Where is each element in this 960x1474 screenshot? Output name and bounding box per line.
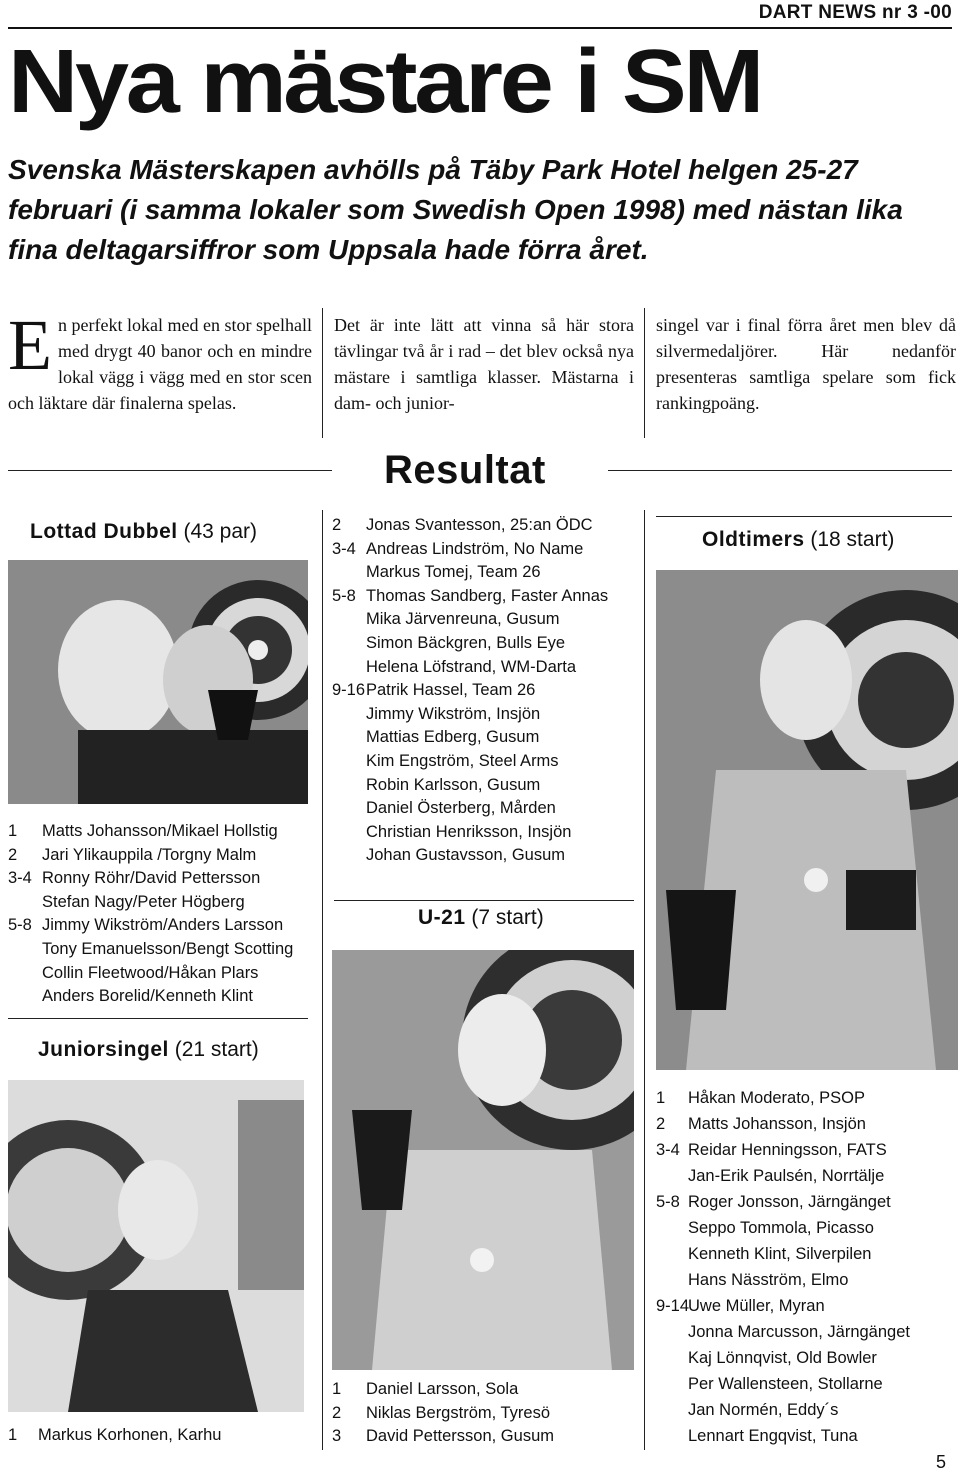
result-row: Jan Normén, Eddy´s xyxy=(688,1401,839,1419)
oldtimers-count: (18 start) xyxy=(810,528,895,551)
section-divider xyxy=(656,516,952,517)
column-divider xyxy=(322,510,323,1450)
result-row: 3-4 Andreas Lindström, No Name xyxy=(332,539,584,558)
section-divider xyxy=(8,1018,308,1019)
result-row: Kim Engström, Steel Arms xyxy=(366,751,559,770)
intro-column-2 xyxy=(334,312,634,416)
intro-text-2: Det är inte lätt att vinna så här stora tävlingar två år i rad – det blev också nya mästare i samtliga klasser. Mästarna i dam- och junior- xyxy=(334,315,634,413)
lead-paragraph: Svenska Mästerskapen avhölls på Täby Park Hotel helgen 25-27 februari (i samma lokaler som Swedish Open 1998) med nästan lika fina deltagarsiffror som Uppsala hade förra året. xyxy=(8,154,903,265)
page-title: Nya mästare i SM xyxy=(8,32,762,132)
result-row: 2 Jonas Svantesson, 25:an ÖDC xyxy=(332,516,593,534)
result-row: Anders Borelid/Kenneth Klint xyxy=(42,987,253,1006)
result-row: Jan-Erik Paulsén, Norrtälje xyxy=(688,1167,885,1185)
result-row: 1 Matts Johansson/Mikael Hollstig xyxy=(8,822,278,840)
result-row: Tony Emanuelsson/Bengt Scotting xyxy=(42,939,294,958)
results-heading: Resultat xyxy=(384,448,546,492)
result-row: Markus Tomej, Team 26 xyxy=(366,563,541,582)
result-row: Kaj Lönnqvist, Old Bowler xyxy=(688,1349,877,1367)
intro-column-1 xyxy=(8,305,312,416)
result-row: Mika Järvenreuna, Gusum xyxy=(366,610,560,629)
u21-heading xyxy=(418,906,544,930)
lottad-dubbel-count: (43 par) xyxy=(183,520,258,543)
photo-u21 xyxy=(332,950,634,1370)
oldtimers-list xyxy=(656,1085,956,1449)
intro-text-1: n perfekt lokal med en stor spelhall med drygt 40 banor och en mindre lokal vägg i vägg med en stor scen och läktare där finalerna spelas. xyxy=(8,315,312,413)
lottad-dubbel-heading xyxy=(30,520,257,544)
result-row: Per Wallensteen, Stollarne xyxy=(688,1375,883,1393)
result-row: Daniel Österberg, Mården xyxy=(366,799,556,818)
result-row: Helena Löfstrand, WM-Darta xyxy=(366,657,576,676)
resultat-rule-right xyxy=(608,470,952,471)
result-row: 2 Niklas Bergström, Tyresö xyxy=(332,1403,550,1422)
intro-text-3: singel var i final förra året men blev då silvermedaljörer. Här nedanför presenteras samtliga spelare som fick rankingpoäng. xyxy=(656,315,956,413)
result-row: Collin Fleetwood/Håkan Plars xyxy=(42,963,259,982)
singel-results-list xyxy=(332,514,636,868)
result-row: 2 Jari Ylikauppila /Torgny Malm xyxy=(8,845,257,864)
photo-juniorsingel xyxy=(8,1080,304,1412)
u21-count: (7 start) xyxy=(471,906,544,929)
result-row: 5-8 Jimmy Wikström/Anders Larsson xyxy=(8,916,284,935)
result-row: Robin Karlsson, Gusum xyxy=(366,775,541,794)
intro-column-3 xyxy=(656,312,956,416)
result-row: Jimmy Wikström, Insjön xyxy=(366,704,541,723)
drop-cap: E xyxy=(8,305,52,385)
publication-tag: DART NEWS nr 3 -00 xyxy=(758,2,952,23)
result-row: Johan Gustavsson, Gusum xyxy=(366,846,566,865)
page-number: 5 xyxy=(935,1452,946,1472)
result-row: 3-4 Ronny Röhr/David Pettersson xyxy=(8,869,261,888)
result-row: Mattias Edberg, Gusum xyxy=(366,728,540,747)
result-row: 2 Matts Johansson, Insjön xyxy=(656,1115,866,1133)
resultat-rule-left xyxy=(8,470,332,471)
result-row: 1 Håkan Moderato, PSOP xyxy=(656,1089,866,1107)
result-row: Stefan Nagy/Peter Högberg xyxy=(42,892,245,911)
result-row: Simon Bäckgren, Bulls Eye xyxy=(366,633,566,652)
oldtimers-title: Oldtimers xyxy=(702,528,805,551)
juniorsingel-list xyxy=(8,1424,308,1448)
u21-title: U-21 xyxy=(418,906,466,929)
result-row: 5-8 Roger Jonsson, Järngänget xyxy=(656,1193,891,1211)
result-row: 1 Markus Korhonen, Karhu xyxy=(8,1426,222,1444)
result-row: 3-4 Reidar Henningsson, FATS xyxy=(656,1141,887,1159)
result-row: 3 David Pettersson, Gusum xyxy=(332,1427,554,1446)
result-row: Seppo Tommola, Picasso xyxy=(688,1219,874,1237)
juniorsingel-count: (21 start) xyxy=(174,1038,259,1061)
result-row: Kenneth Klint, Silverpilen xyxy=(688,1245,872,1263)
photo-lottad-dubbel xyxy=(8,560,308,804)
lottad-dubbel-list xyxy=(8,820,308,1009)
u21-list xyxy=(332,1378,636,1449)
column-divider xyxy=(644,308,645,438)
juniorsingel-heading xyxy=(38,1038,259,1062)
result-row: Jonna Marcusson, Järngänget xyxy=(688,1323,910,1341)
result-row: Hans Näsström, Elmo xyxy=(688,1271,849,1289)
result-row: 9-14 Uwe Müller, Myran xyxy=(656,1297,825,1315)
photo-oldtimers xyxy=(656,570,958,1070)
column-divider xyxy=(322,308,323,438)
result-row: 9-16 Patrik Hassel, Team 26 xyxy=(332,681,536,700)
lottad-dubbel-title: Lottad Dubbel xyxy=(30,520,178,543)
section-divider xyxy=(334,900,634,901)
header-divider xyxy=(8,27,952,29)
result-row: 5-8 Thomas Sandberg, Faster Annas xyxy=(332,586,609,605)
result-row: 1 Daniel Larsson, Sola xyxy=(332,1380,519,1398)
juniorsingel-title: Juniorsingel xyxy=(38,1038,169,1061)
result-row: Christian Henriksson, Insjön xyxy=(366,822,572,841)
column-divider xyxy=(644,510,645,1450)
result-row: Lennart Engqvist, Tuna xyxy=(688,1427,858,1445)
oldtimers-heading xyxy=(702,528,894,552)
